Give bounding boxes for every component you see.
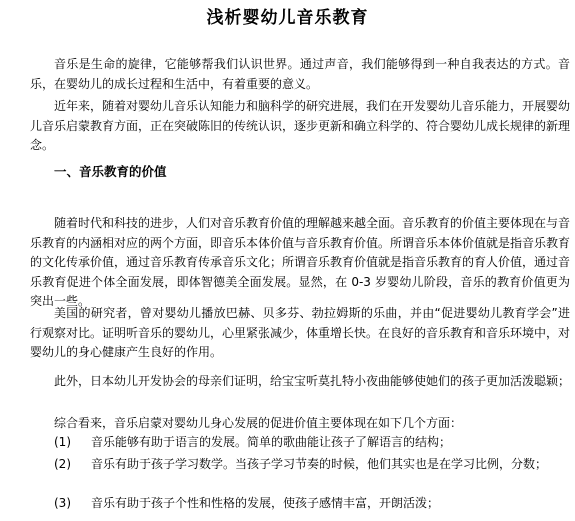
intro-paragraph-1: 音乐是生命的旋律，它能够帮我们认识世界。通过声音，我们能够得到一种自我表达的方式。音乐，在婴幼儿的成长过程和生活中，有着重要的意义。 xyxy=(30,57,570,91)
list-item-text: 音乐有助于孩子个性和性格的发展，使孩子感情丰富，开朗活泼； xyxy=(91,496,440,510)
section-paragraph-3: 此外，日本幼儿开发协会的母亲们证明，给宝宝听莫扎特小夜曲能够使她们的孩子更加活泼聪颖； xyxy=(54,374,571,388)
document-title: 浅析婴幼儿音乐教育 xyxy=(206,8,369,28)
section-paragraph-4: 综合看来，音乐启蒙对婴幼儿身心发展的促进价值主要体现在如下几个方面： xyxy=(54,416,463,430)
list-item xyxy=(54,494,570,514)
list-item-number: (3) xyxy=(54,496,71,510)
list-item-number: (1) xyxy=(54,435,71,449)
list-item-text: 音乐有助于孩子学习数学。当孩子学习节奏的时候，他们其实也是在学习比例，分数； xyxy=(91,457,548,471)
section-heading: 一、音乐教育的价值 xyxy=(54,164,167,179)
section-paragraph-1: 随着时代和科技的进步，人们对音乐教育价值的理解越来越全面。音乐教育的价值主要体现在与音乐教育的内涵相对应的两个方面，即音乐本体价值与音乐教育价值。所谓音乐本体价值就是指音乐教育的文化传承价值，通过音乐教育传承音乐文化；所谓音乐教育价值就是指音乐教育的育人价值，通过音乐教育促进个体全面发展，即体智德美全面发展。显然，在 0-3 岁婴幼儿阶段，音乐的教育价值更为突出一些。 xyxy=(30,216,571,308)
section-paragraph-2: 美国的研究者，曾对婴幼儿播放巴赫、贝多芬、勃拉姆斯的乐曲，并由“促进婴幼儿教育学会”进行观察对比。证明听音乐的婴幼儿，心里紧张减少，体重增长快。在良好的音乐教育和音乐环境中，对婴幼儿的身心健康产生良好的作用。 xyxy=(30,306,571,359)
list-item-text: 音乐能够有助于语言的发展。简单的歌曲能让孩子了解语言的结构； xyxy=(91,435,452,449)
list-item xyxy=(54,433,570,453)
list-item-number: (2) xyxy=(54,457,71,471)
intro-paragraph-2: 近年来，随着对婴幼儿音乐认知能力和脑科学的研究进展，我们在开发婴幼儿音乐能力，开展婴幼儿音乐启蒙教育方面，正在突破陈旧的传统认识，逐步更新和确立科学的、符合婴幼儿成长规律的新理念。 xyxy=(30,99,571,152)
list-item xyxy=(54,455,570,475)
